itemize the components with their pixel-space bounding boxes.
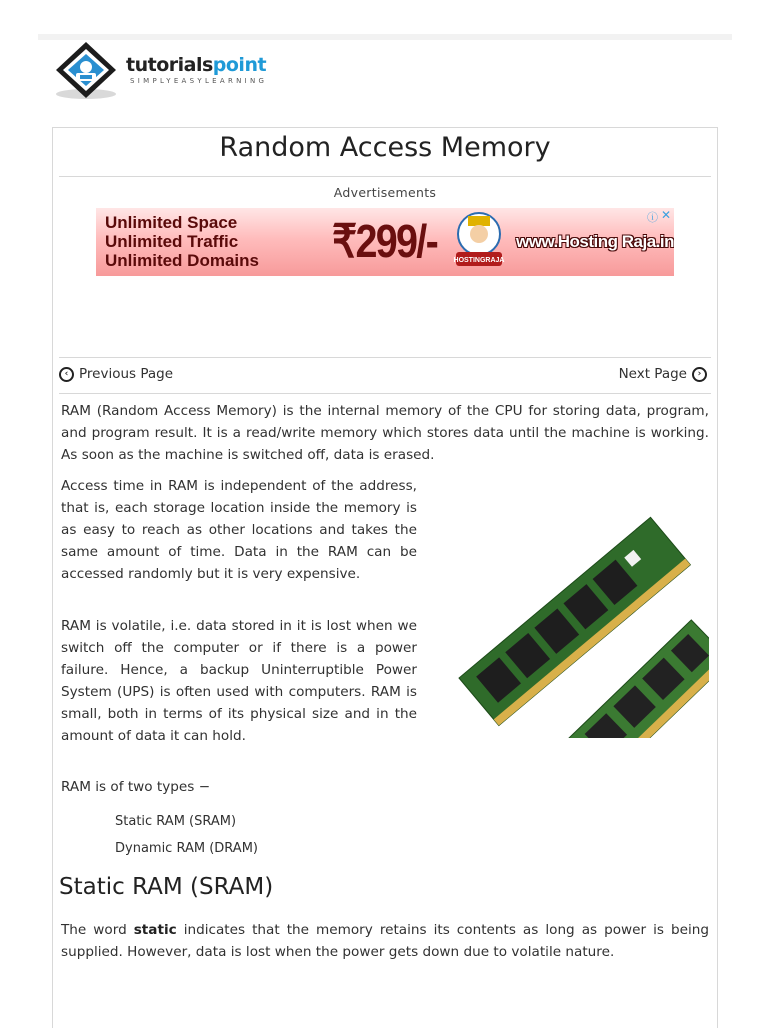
list-item: Static RAM (SRAM) xyxy=(115,814,237,829)
list-item: Dynamic RAM (DRAM) xyxy=(115,841,258,856)
ad-banner[interactable] xyxy=(96,208,674,276)
ram-modules-image xyxy=(439,478,709,738)
page-title: Random Access Memory xyxy=(219,132,551,163)
ad-line: Unlimited Traffic xyxy=(105,232,239,251)
volatile-paragraph: RAM is volatile, i.e. data stored in it is lost when we switch off the computer or if there is a power failure. Hence, a backup Uninterruptible Power System (UPS) is often used with computers. RAM is small, both in terms of its physical size and in the amount of data it can hold. xyxy=(61,618,417,744)
site-header xyxy=(38,40,732,110)
logo-diamond-icon xyxy=(50,40,122,102)
sram-paragraph xyxy=(61,919,709,963)
ram-types-intro: RAM is of two types − xyxy=(61,779,211,795)
tutorialspoint-logo[interactable] xyxy=(50,40,290,102)
previous-page-label: Previous Page xyxy=(79,366,174,382)
ad-features xyxy=(105,213,259,270)
ram-types-list xyxy=(115,812,258,866)
next-page-link[interactable] xyxy=(619,366,707,382)
ad-close-icon[interactable]: ✕ xyxy=(661,208,672,222)
logo-tagline: SIMPLYEASYLEARNING xyxy=(130,77,268,85)
sram-text-start: The word xyxy=(61,922,134,938)
logo-wordmark: tutorialspoint xyxy=(126,54,267,76)
ad-mascot-icon xyxy=(448,210,510,272)
arrow-left-circle-icon: ‹ xyxy=(59,367,74,382)
advertisements-label: Advertisements xyxy=(333,185,437,200)
next-page-label: Next Page xyxy=(618,366,687,382)
sram-text-end: indicates that the memory retains its contents as long as power is being supplied. However, data is lost when the power gets down due to volatile nature. xyxy=(61,922,710,960)
ad-domain: www.Hosting Raja.in xyxy=(516,232,674,251)
ad-line: Unlimited Space xyxy=(105,213,238,232)
sram-keyword: static xyxy=(133,922,177,938)
arrow-right-circle-icon: › xyxy=(692,367,707,382)
section-title: Static RAM (SRAM) xyxy=(59,874,274,900)
ad-info-icon[interactable]: ⓘ xyxy=(647,211,658,224)
ad-line: Unlimited Domains xyxy=(105,251,259,270)
previous-page-link[interactable] xyxy=(59,366,173,382)
access-time-paragraph: Access time in RAM is independent of the address, that is, each storage location inside the memory is as easy to reach as other locations and takes the same amount of time. Data in the RAM can be accessed randomly but it is very expensive. xyxy=(61,478,417,582)
intro-paragraph: RAM (Random Access Memory) is the internal memory of the CPU for storing data, program, and program result. It is a read/write memory which stores data until the machine is working. As soon as the machine is switched off, data is erased. xyxy=(61,403,709,463)
ad-price: ₹299/- xyxy=(332,215,438,267)
divider xyxy=(59,176,711,177)
ad-mascot-label: HOSTINGRAJA xyxy=(453,257,505,264)
divider xyxy=(59,393,711,394)
divider xyxy=(59,357,711,358)
main-content xyxy=(52,127,718,1028)
